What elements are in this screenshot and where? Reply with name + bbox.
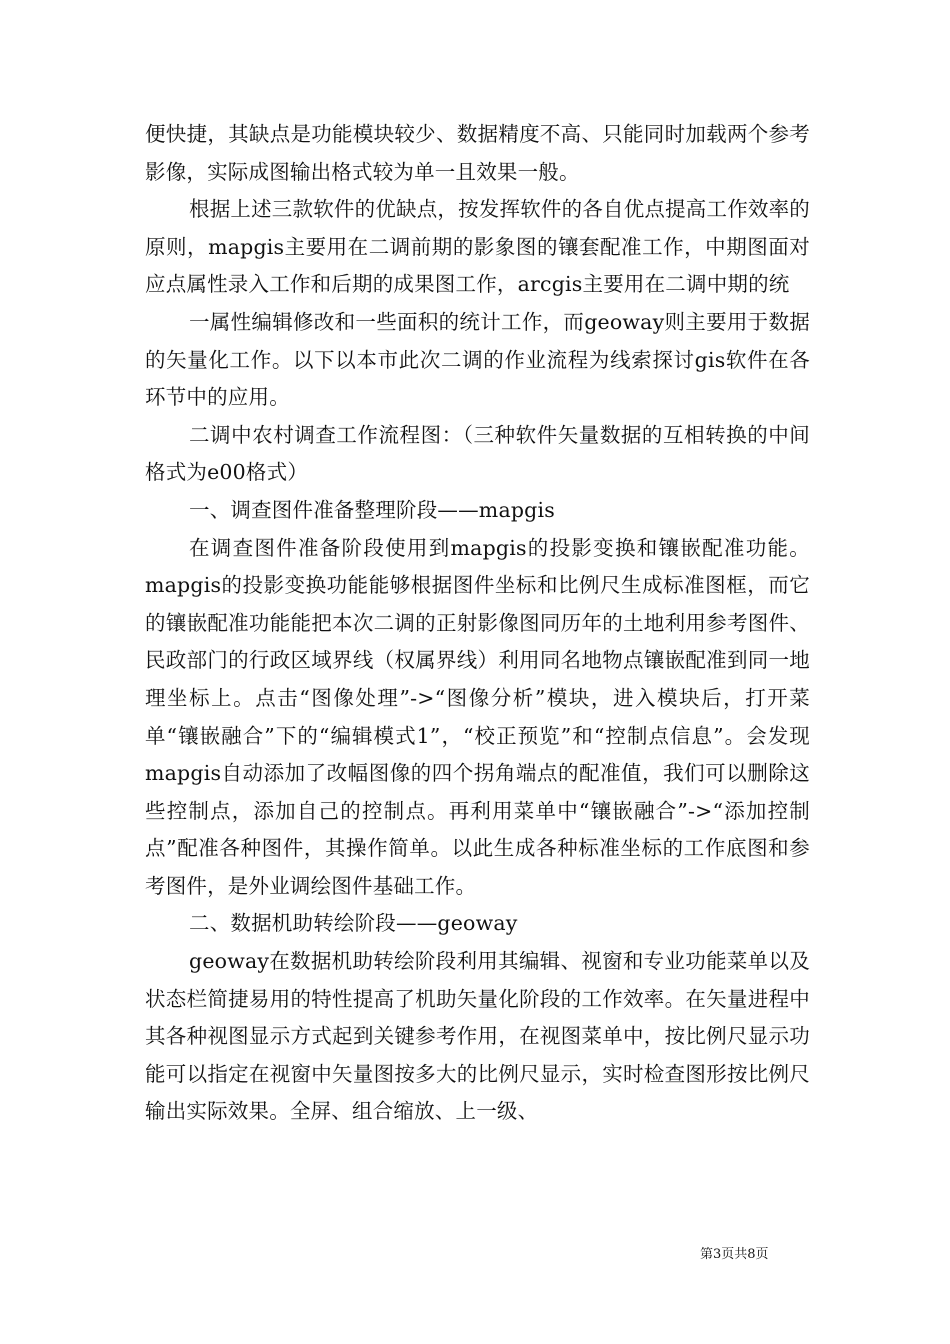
paragraph-5: 在调查图件准备阶段使用到mapgis的投影变换和镶嵌配准功能。mapgis的投影变换功能能够根据图件坐标和比例尺生成标准图框，而它的镶嵌配准功能能把本次二调的正射影像图同历年的土地利用参考图件、民政部门的行政区域界线（权属界线）利用同名地物点镶嵌配准到同一地理坐标上。点击“图像处理”->“图像分析”模块，进入模块后，打开菜单“镶嵌融合”下的“编辑模式1”，“校正预览”和“控制点信息”。会发现mapgis自动添加了改幅图像的四个拐角端点的配准值，我们可以删除这些控制点，添加自己的控制点。再利用菜单中“镶嵌融合”->“添加控制点”配准各种图件，其操作简单。以此生成各种标准坐标的工作底图和参考图件，是外业调绘图件基础工作。 [145, 535, 810, 898]
document-body [145, 116, 810, 1131]
paragraph-3: 一属性编辑修改和一些面积的统计工作，而geoway则主要用于数据的矢量化工作。以下以本市此次二调的作业流程为线索探讨gis软件在各环节中的应用。 [145, 309, 810, 410]
paragraph-1: 便快捷，其缺点是功能模块较少、数据精度不高、只能同时加载两个参考影像，实际成图输出格式较为单一且效果一般。 [145, 122, 810, 184]
section-heading-1: 一、调查图件准备整理阶段——mapgis [189, 497, 555, 522]
paragraph-2: 根据上述三款软件的优缺点，按发挥软件的各自优点提高工作效率的原则，mapgis主要用在二调前期的影象图的镶套配准工作，中期图面对应点属性录入工作和后期的成果图工作，arcgis主要用在二调中期的统 [145, 197, 810, 297]
paragraph-4: 二调中农村调查工作流程图：（三种软件矢量数据的互相转换的中间格式为e00格式） [145, 422, 810, 485]
page-number: 第3页共8页 [700, 1247, 769, 1262]
paragraph-6: geoway在数据机助转绘阶段利用其编辑、视窗和专业功能菜单以及状态栏简捷易用的特性提高了机助矢量化阶段的工作效率。在矢量进程中其各种视图显示方式起到关键参考作用，在视图菜单中，按比例尺显示功能可以指定在视窗中矢量图按多大的比例尺显示，实时检查图形按比例尺输出实际效果。全屏、组合缩放、上一级、 [145, 949, 810, 1124]
section-heading-2: 二、数据机助转绘阶段——geoway [189, 911, 518, 936]
